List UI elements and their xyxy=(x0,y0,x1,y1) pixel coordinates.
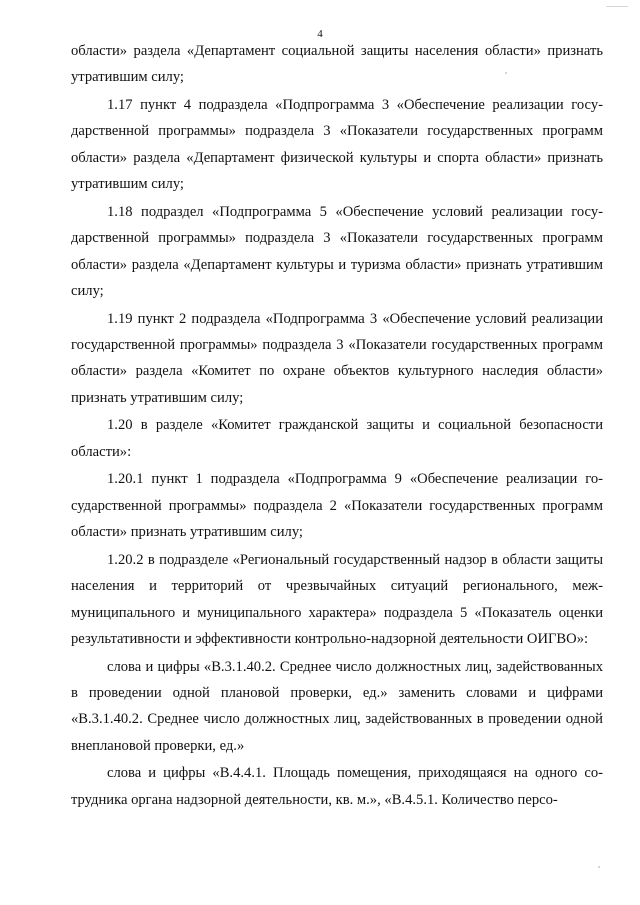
scan-speck xyxy=(505,72,507,74)
paragraph: области» раздела «Департамент социальной защиты населения области» признать утратившим силу; xyxy=(71,43,603,86)
paragraph: слова и цифры «В.4.4.1. Площадь помещения, приходящаяся на одного сотрудника органа надзорной деятельности, кв. м.», «В.4.5.1. Количество персо- xyxy=(71,765,603,808)
scan-corner-mark xyxy=(606,0,628,7)
paragraph: 1.20.1 пункт 1 подраздела «Подпрограмма 9 «Обеспечение реализации государственной программы» подраздела 2 «Показатели государственных программ области» признать утратившим силу; xyxy=(71,471,603,541)
paragraph: слова и цифры «В.3.1.40.2. Среднее число должностных лиц, задействованных в проведении одной плановой проверки, ед.» заменить словами и цифрами «В.3.1.40.2. Среднее число должностных лиц, задействованных в проведении одной внеплановой проверки, ед.» xyxy=(71,658,603,754)
paragraph: 1.20.2 в подразделе «Региональный государственный надзор в области защиты населения и территорий от чрезвычайных ситуаций регионального, межмуниципального и муниципального характера» подраздела 5 «Показатель оценки результативности и эффективности контрольно-надзорной деятельности ОИГВО»: xyxy=(71,551,603,648)
page-number: 4 xyxy=(317,28,323,40)
paragraph: 1.18 подраздел «Подпрограмма 5 «Обеспечение условий реализации государственной программы» подраздела 3 «Показатели государственных программ области» раздела «Департамент культуры и туризма области» признать утратившим силу; xyxy=(71,203,603,300)
paragraph: 1.19 пункт 2 подраздела «Подпрограмма 3 «Обеспечение условий реализации государственной программы» подраздела 3 «Показатели государственных программ области» раздела «Комитет по охране объектов культурного наследия области» признать утратившим силу; xyxy=(71,310,603,406)
scan-speck xyxy=(598,866,600,868)
document-body xyxy=(71,38,603,813)
paragraph: 1.20 в разделе «Комитет гражданской защиты и социальной безопасности области»: xyxy=(71,417,603,460)
paragraph: 1.17 пункт 4 подраздела «Подпрограмма 3 «Обеспечение реализации государственной программы» подраздела 3 «Показатели государственных программ области» раздела «Департамент физической культуры и спорта области» признать утратившим силу; xyxy=(71,97,603,193)
